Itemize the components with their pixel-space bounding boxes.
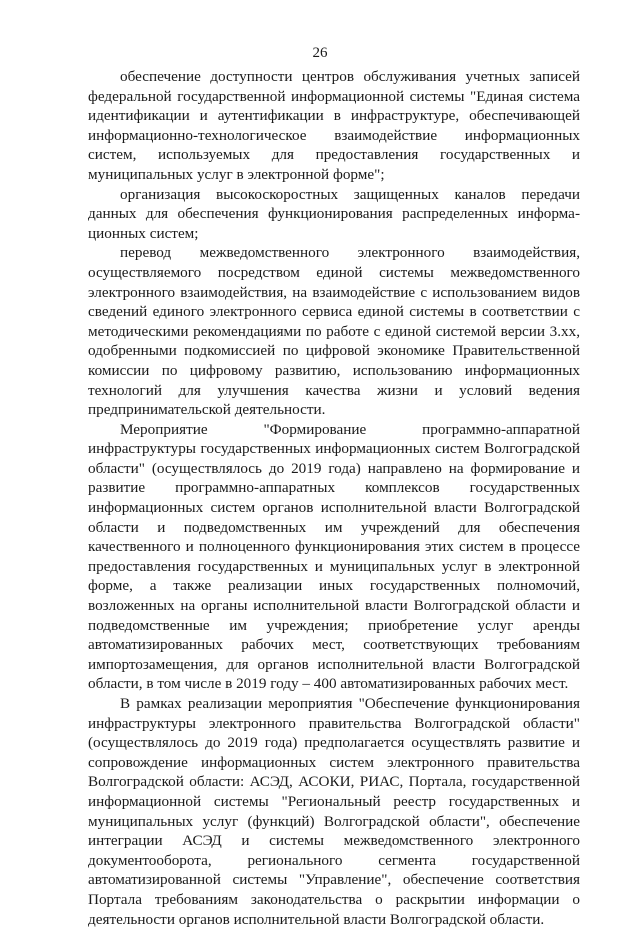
paragraph-esia-access: обеспечение доступности центров обслуживания учетных записей федеральной государственной информационной системы "Единая система идентификации и аутентификации в инфраструктуре, обеспечивающей информационно-технологическое взаимодействие информационных систем, используемых для предоставления государственных и муниципальных услуг в электронной форме"; xyxy=(88,68,580,183)
page-number: 26 xyxy=(312,45,328,61)
paragraph-e-government-measure: В рамках реализации мероприятия "Обеспечение функционирования инфраструктуры электронного правительства Волгоградской области" (осуществлялось до 2019 года) предполагается осуществлять развитие и сопровождение информационных систем электронного правительства Волгоградской области: АСЭД, АСОКИ, РИАС, Портала, государственной информационной системы "Региональный реестр государственных и муниципальных услуг (функций) Волгоградской области", обеспечение интеграции АСЭД и системы межведомственного электронного документооборота, регионального сегмента государственной автоматизированной системы "Управление", обеспечение соответствия Портала требованиям законодательства о раскрытии информации о деятельности органов исполнительной власти Волгоградской области. xyxy=(88,695,580,928)
paragraph-data-channels: организация высокоскоростных защищенных каналов передачи данных для обеспечения функционирования распределенных информационных систем; xyxy=(88,185,580,242)
paragraph-infrastructure-measure: Мероприятие "Формирование программно-аппаратной инфраструктуры государственных информационных систем Волгоградской области" (осуществлялось до 2019 года) направлено на формирование и развитие программно-аппаратных комплексов государственных информационных систем органов исполнительной власти Волгоградской области и подведомственных им учреждений для обеспечения качественного и полноценного функционирования этих систем в процессе предоставления государственных и муниципальных услуг в электронной форме, а также реализации иных государственных полномочий, возложенных на органы исполнительной власти Волгоградской области и подведомственные им учреждения; приобретение услуг аренды автоматизированных рабочих мест, соответствующих требованиям импортозамещения, для органов исполнительной власти Волгоградской области, в том числе в 2019 году – 400 автоматизированных рабочих мест. xyxy=(88,420,580,693)
paragraph-smev-transition: перевод межведомственного электронного взаимодействия, осуществляемого посредством единой системы межведомственного электронного взаимодействия, на взаимодействие с использованием видов сведений единого электронного сервиса единой системы в соответствии с методическими рекомендациями по работе с единой системой версии 3.хх, одобренными подкомиссией по цифровой экономике Правительственной комиссии по цифровому развитию, использованию информационных технологий для улучшения качества жизни и условий ведения предпринимательской деятельности. xyxy=(88,244,580,419)
document-body xyxy=(88,67,580,929)
